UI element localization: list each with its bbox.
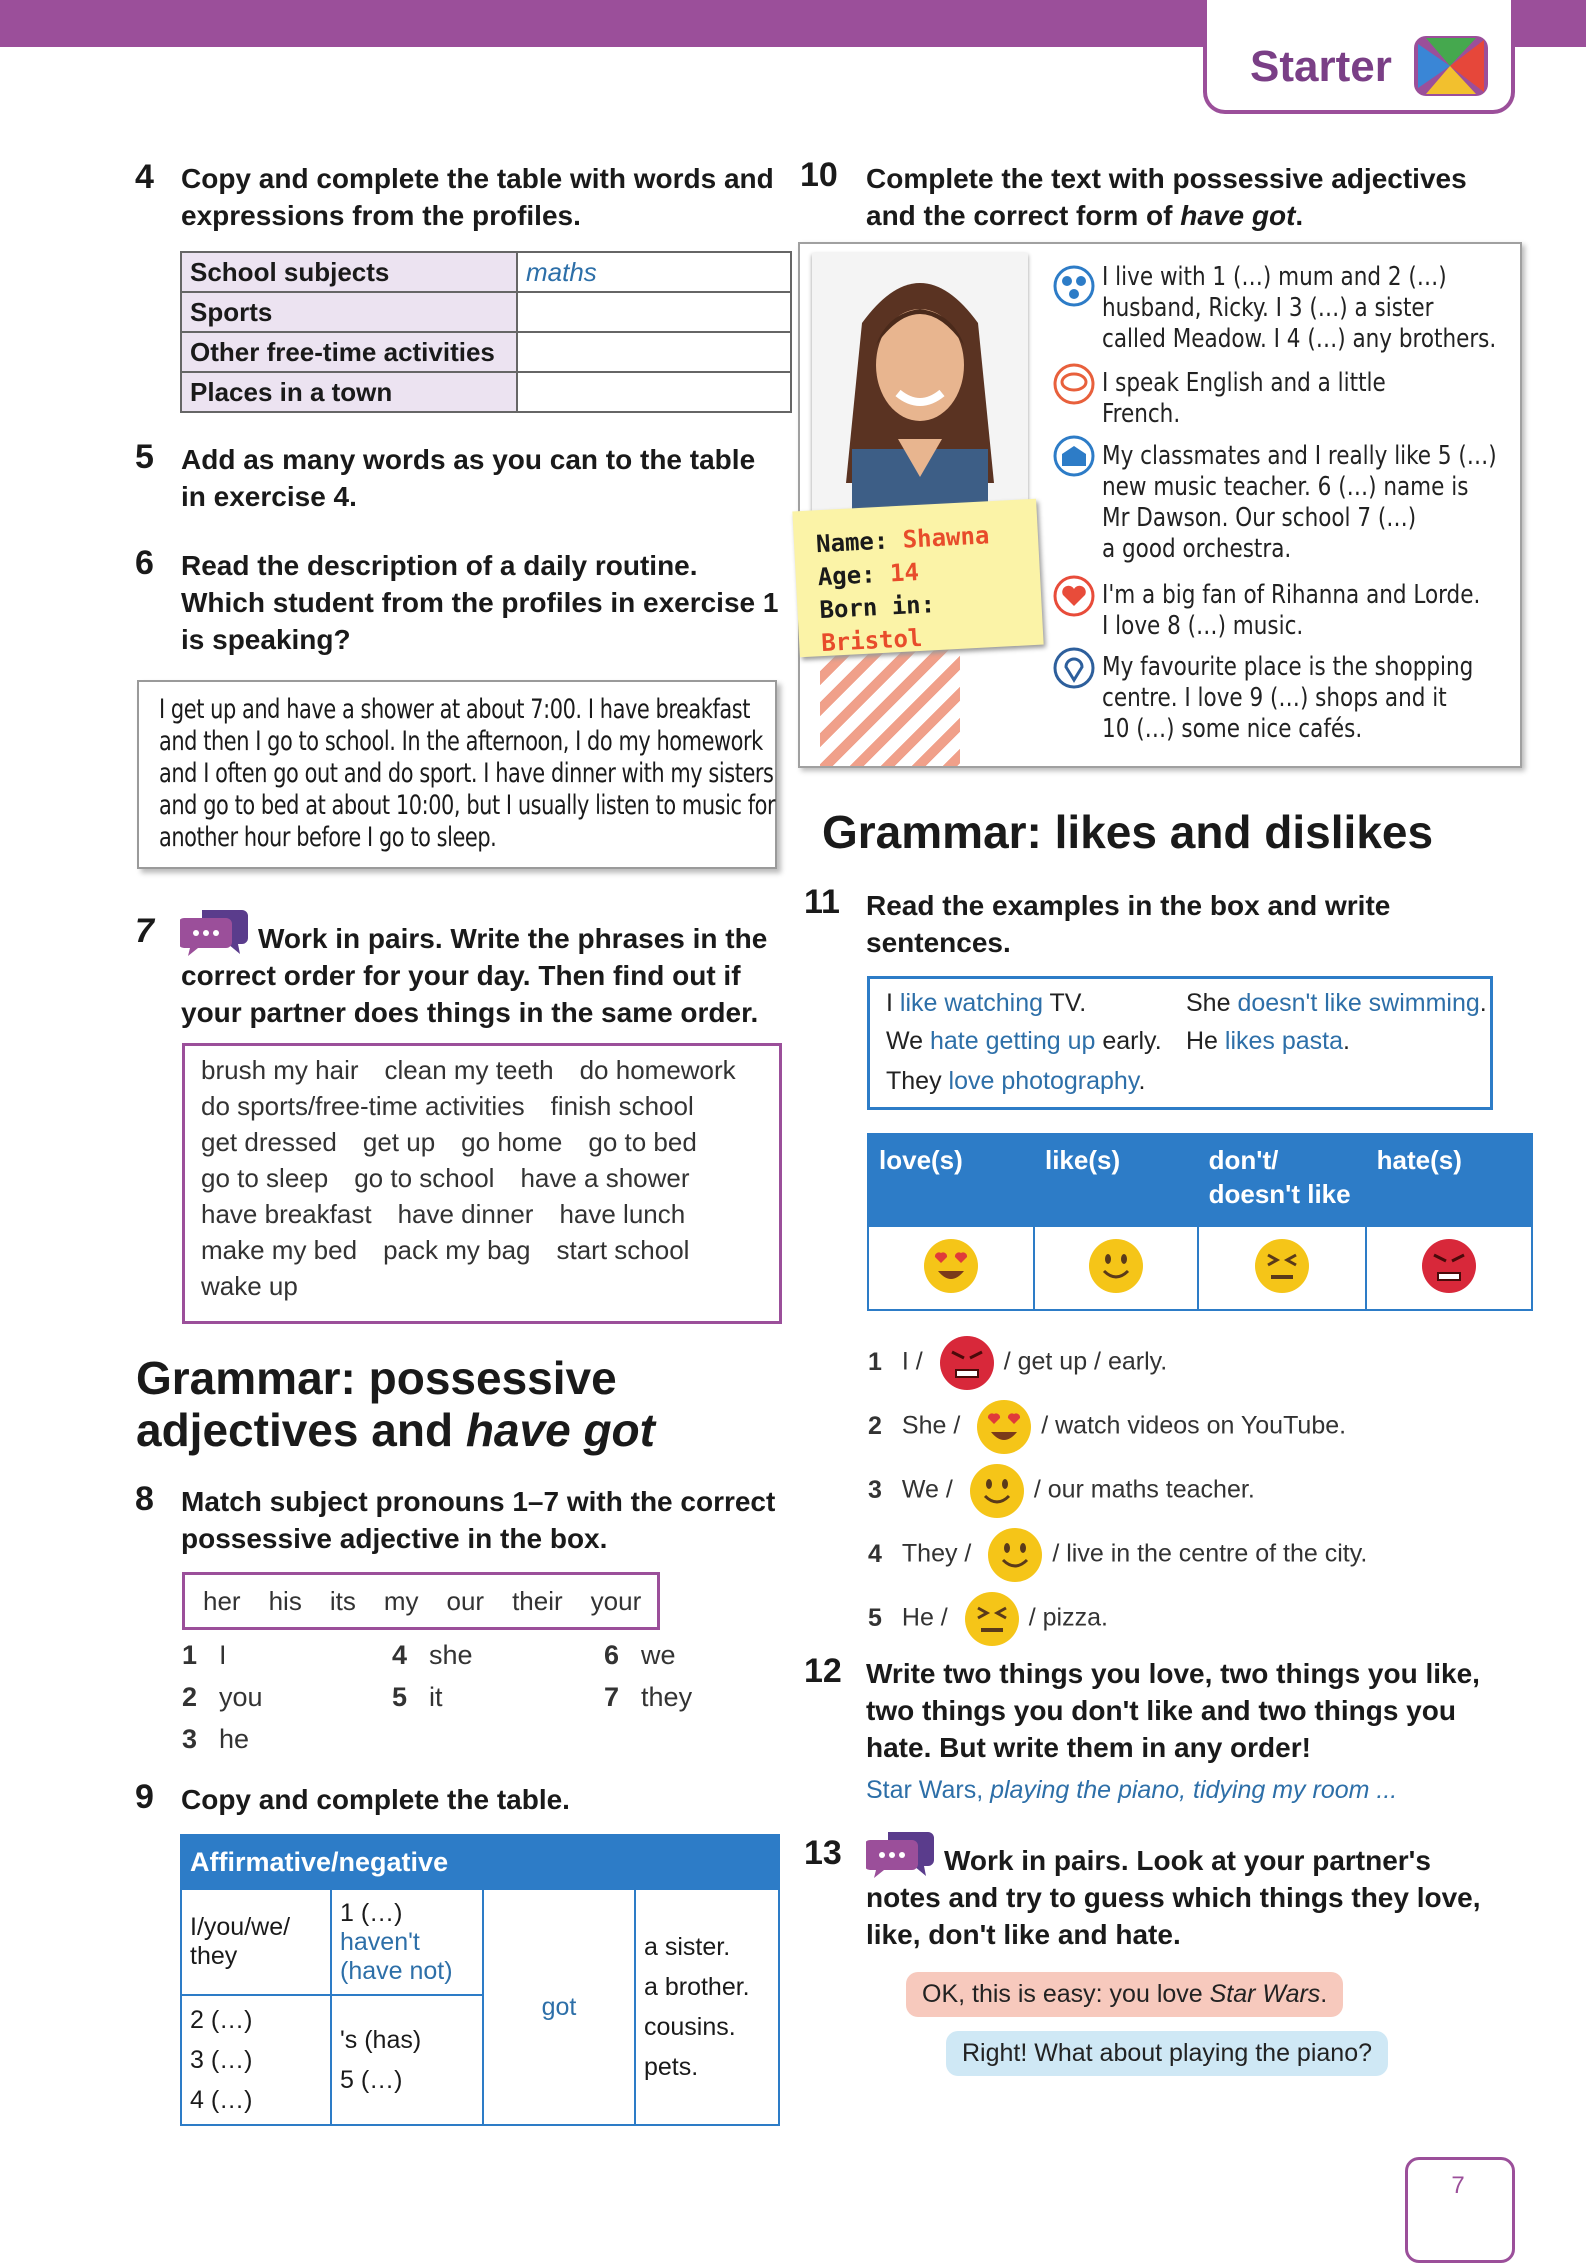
phrase-row xyxy=(201,1196,779,1232)
column-header: hate(s) xyxy=(1366,1134,1532,1226)
phrase: make my bed xyxy=(201,1235,358,1265)
sentence-item: 1 I / / get up / early. xyxy=(868,1334,1167,1392)
phrase-row xyxy=(201,1160,779,1196)
exercise-4-table xyxy=(180,251,792,413)
word: his xyxy=(268,1586,302,1616)
row-value xyxy=(517,292,791,332)
grammar-heading-likes: Grammar: likes and dislikes xyxy=(822,806,1434,858)
heart-eyes-emoji-icon xyxy=(922,1237,980,1295)
phrase: finish school xyxy=(550,1091,694,1121)
table-cell: 1 (…) haven't (have not) xyxy=(331,1889,483,1995)
emoji-cell xyxy=(1198,1226,1366,1310)
phrase: have lunch xyxy=(559,1199,686,1229)
row-value: maths xyxy=(517,252,791,292)
profile-photo xyxy=(812,253,1028,513)
pronoun-item: 6 we xyxy=(604,1640,676,1670)
smile-emoji-icon xyxy=(968,1462,1026,1520)
phrase-row xyxy=(201,1052,779,1088)
table-cell: 's (has) 5 (…) xyxy=(331,1995,483,2125)
emoji-cell xyxy=(868,1226,1034,1310)
sentence-item: 4 They / / live in the centre of the city. xyxy=(868,1526,1367,1584)
exercise-number: 11 xyxy=(804,883,840,921)
phrase-row xyxy=(201,1268,779,1304)
table-cell: I/you/we/ they xyxy=(181,1889,331,1995)
angry-emoji-icon xyxy=(938,1334,996,1392)
word: my xyxy=(383,1586,419,1616)
sentence-item: 2 She / / watch videos on YouTube. xyxy=(868,1398,1346,1456)
family-icon xyxy=(1052,264,1096,308)
column-header: don't/ doesn't like xyxy=(1198,1134,1366,1226)
column-header: like(s) xyxy=(1034,1134,1198,1226)
exercise-13-instruction: Work in pairs. Look at your partner's notes and try to guess which things they love, like, don't like and hate. xyxy=(866,1845,1481,1950)
phrase: start school xyxy=(556,1235,690,1265)
phrase: go to school xyxy=(354,1163,495,1193)
speech-bubble-2: Right! What about playing the piano? xyxy=(946,2031,1388,2076)
table-row xyxy=(181,372,791,412)
exercise-5-instruction: Add as many words as you can to the table in exercise 4. xyxy=(181,444,756,512)
page-number: 7 xyxy=(1451,2172,1465,2199)
smile-emoji-icon xyxy=(1087,1237,1145,1295)
phrase: do sports/free-time activities xyxy=(201,1091,525,1121)
phrase: go to bed xyxy=(588,1127,697,1157)
heart-eyes-emoji-icon xyxy=(975,1398,1033,1456)
exercise-11-instruction: Read the examples in the box and write sentences. xyxy=(866,890,1391,958)
persevering-emoji-icon xyxy=(1253,1237,1311,1295)
phrase: clean my teeth xyxy=(384,1055,554,1085)
possessive-adjective-box xyxy=(182,1572,660,1630)
table-cell: 2 (…) 3 (…) 4 (…) xyxy=(181,1995,331,2125)
word: their xyxy=(512,1586,563,1616)
heading-line xyxy=(136,1404,655,1456)
pronoun-item: 7 they xyxy=(604,1682,693,1712)
phrase-row xyxy=(201,1088,779,1124)
word: your xyxy=(590,1586,642,1616)
example-sentence: They love photography. xyxy=(886,1067,1146,1095)
profile-paragraph: I speak English and a little French. xyxy=(1102,368,1386,429)
exercise-6-instruction: Read the description of a daily routine. Which student from the profiles in exercise 1 is speaking? xyxy=(181,550,779,655)
exercise-number: 9 xyxy=(135,1778,154,1816)
exercise-number: 6 xyxy=(135,544,154,582)
pronoun-item: 3 he xyxy=(182,1724,250,1754)
profile-paragraph: My favourite place is the shopping centre. I love 9 (…) shops and it 10 (…) some nice cafés. xyxy=(1102,652,1474,744)
phrase: get dressed xyxy=(201,1127,337,1157)
pronoun-item: 5 it xyxy=(392,1682,443,1712)
exercise-number: 10 xyxy=(800,156,838,194)
table-row xyxy=(181,252,791,292)
pronoun-item: 4 she xyxy=(392,1640,473,1670)
phrase: have dinner xyxy=(397,1199,534,1229)
exercise-7-instruction: Work in pairs. Write the phrases in the correct order for your day. Then find out if your partner does things in the same order. xyxy=(181,923,768,1028)
sentence-item: 3 We / / our maths teacher. xyxy=(868,1462,1255,1520)
row-label: Sports xyxy=(181,292,517,332)
word: its xyxy=(329,1586,356,1616)
table-row xyxy=(181,292,791,332)
phrase: do homework xyxy=(579,1055,736,1085)
exercise-9-instruction: Copy and complete the table. xyxy=(181,1784,570,1815)
exercise-12-instruction: Write two things you love, two things you like, two things you don't like and two things you hate. But write them in any order! xyxy=(866,1658,1480,1763)
phrase: get up xyxy=(362,1127,436,1157)
phrase: wake up xyxy=(201,1271,298,1301)
phrase: brush my hair xyxy=(201,1055,359,1085)
table-cell: a sister. a brother. cousins. pets. xyxy=(635,1889,779,2125)
emoji-cell xyxy=(1034,1226,1198,1310)
heading-line: Grammar: possessive xyxy=(136,1352,617,1404)
emoji-cell xyxy=(1366,1226,1532,1310)
smile-emoji-icon xyxy=(986,1526,1044,1584)
likes-dislikes-table xyxy=(867,1133,1533,1311)
heading-italic: have got xyxy=(465,1404,655,1456)
speech-bubble-1: OK, this is easy: you love Star Wars. xyxy=(906,1972,1343,2017)
row-label: Places in a town xyxy=(181,372,517,412)
exercise-8-instruction: Match subject pronouns 1–7 with the correct possessive adjective in the box. xyxy=(181,1486,776,1554)
row-value xyxy=(517,332,791,372)
angry-emoji-icon xyxy=(1420,1237,1478,1295)
row-label: School subjects xyxy=(181,252,517,292)
grammar-heading-possessive xyxy=(136,1352,655,1456)
have-got-table xyxy=(180,1834,780,2126)
word: our xyxy=(446,1586,485,1616)
phrase: have a shower xyxy=(520,1163,690,1193)
column-header: love(s) xyxy=(868,1134,1034,1226)
table-row xyxy=(181,332,791,372)
unit-label: Starter xyxy=(1250,42,1392,91)
daily-routine-text-box xyxy=(137,680,777,869)
pronoun-item: 2 you xyxy=(182,1682,263,1712)
phrase-row xyxy=(201,1232,779,1268)
profile-sticky-note xyxy=(792,499,1043,658)
word: her xyxy=(203,1586,241,1616)
exercise-number: 4 xyxy=(135,158,154,196)
daily-routine-text: I get up and have a shower at about 7:00. I have breakfast and then I go to school. In the afternoon, I do my homework and I often go out and do sport. I have dinner with my sisters and go to bed at about 10:00, but I usually listen to music for another hour before I go to sleep. xyxy=(159,694,776,853)
sentence-item: 5 He / / pizza. xyxy=(868,1590,1108,1648)
phrase-row xyxy=(201,1124,779,1160)
exercise-number: 13 xyxy=(804,1834,842,1872)
unit-logo-icon xyxy=(1406,30,1494,102)
note-line: Name: Shawna xyxy=(815,521,990,559)
pronoun-item: 1 I xyxy=(182,1640,227,1670)
persevering-emoji-icon xyxy=(963,1590,1021,1648)
exercise-10-instruction: Complete the text with possessive adjectives and the correct form of have got. xyxy=(866,163,1467,231)
profile-paragraph: I'm a big fan of Rihanna and Lorde. I love 8 (…) music. xyxy=(1102,580,1481,641)
row-label: Other free-time activities xyxy=(181,332,517,372)
phrase: have breakfast xyxy=(201,1199,372,1229)
example-sentence: I like watching TV. xyxy=(886,989,1087,1017)
table-cell: got xyxy=(483,1889,635,2125)
examples-box xyxy=(867,976,1493,1110)
note-line: Age: 14 xyxy=(817,557,920,592)
phrase: go home xyxy=(461,1127,563,1157)
table-header: Affirmative/negative xyxy=(181,1835,779,1889)
row-value xyxy=(517,372,791,412)
profile-paragraph: I live with 1 (…) mum and 2 (…) husband, Ricky. I 3 (…) a sister called Meadow. I 4 (…) any brothers. xyxy=(1102,262,1497,354)
exercise-number: 8 xyxy=(135,1480,154,1518)
exercise-12-example: Star Wars, playing the piano, tidying my room ... xyxy=(866,1776,1398,1804)
heading-text: adjectives and xyxy=(136,1404,466,1456)
exercise-number: 7 xyxy=(135,912,154,950)
location-pin-icon xyxy=(1052,646,1096,690)
heart-icon xyxy=(1052,574,1096,618)
example-sentence: He likes pasta. xyxy=(1186,1027,1350,1055)
exercise-number: 5 xyxy=(135,438,154,476)
phrase-box xyxy=(182,1043,782,1324)
phrase: pack my bag xyxy=(383,1235,531,1265)
school-icon xyxy=(1052,434,1096,478)
example-sentence: We hate getting up early. xyxy=(886,1027,1162,1055)
example-sentence: She doesn't like swimming. xyxy=(1186,989,1487,1017)
note-line: Born in: Bristol xyxy=(818,590,936,658)
exercise-number: 12 xyxy=(804,1652,842,1690)
speech-icon xyxy=(1052,362,1096,406)
exercise-4-instruction: Copy and complete the table with words and expressions from the profiles. xyxy=(181,163,774,231)
phrase: go to sleep xyxy=(201,1163,329,1193)
profile-paragraph: My classmates and I really like 5 (…) new music teacher. 6 (…) name is Mr Dawson. Our school 7 (…) a good orchestra. xyxy=(1102,441,1497,564)
